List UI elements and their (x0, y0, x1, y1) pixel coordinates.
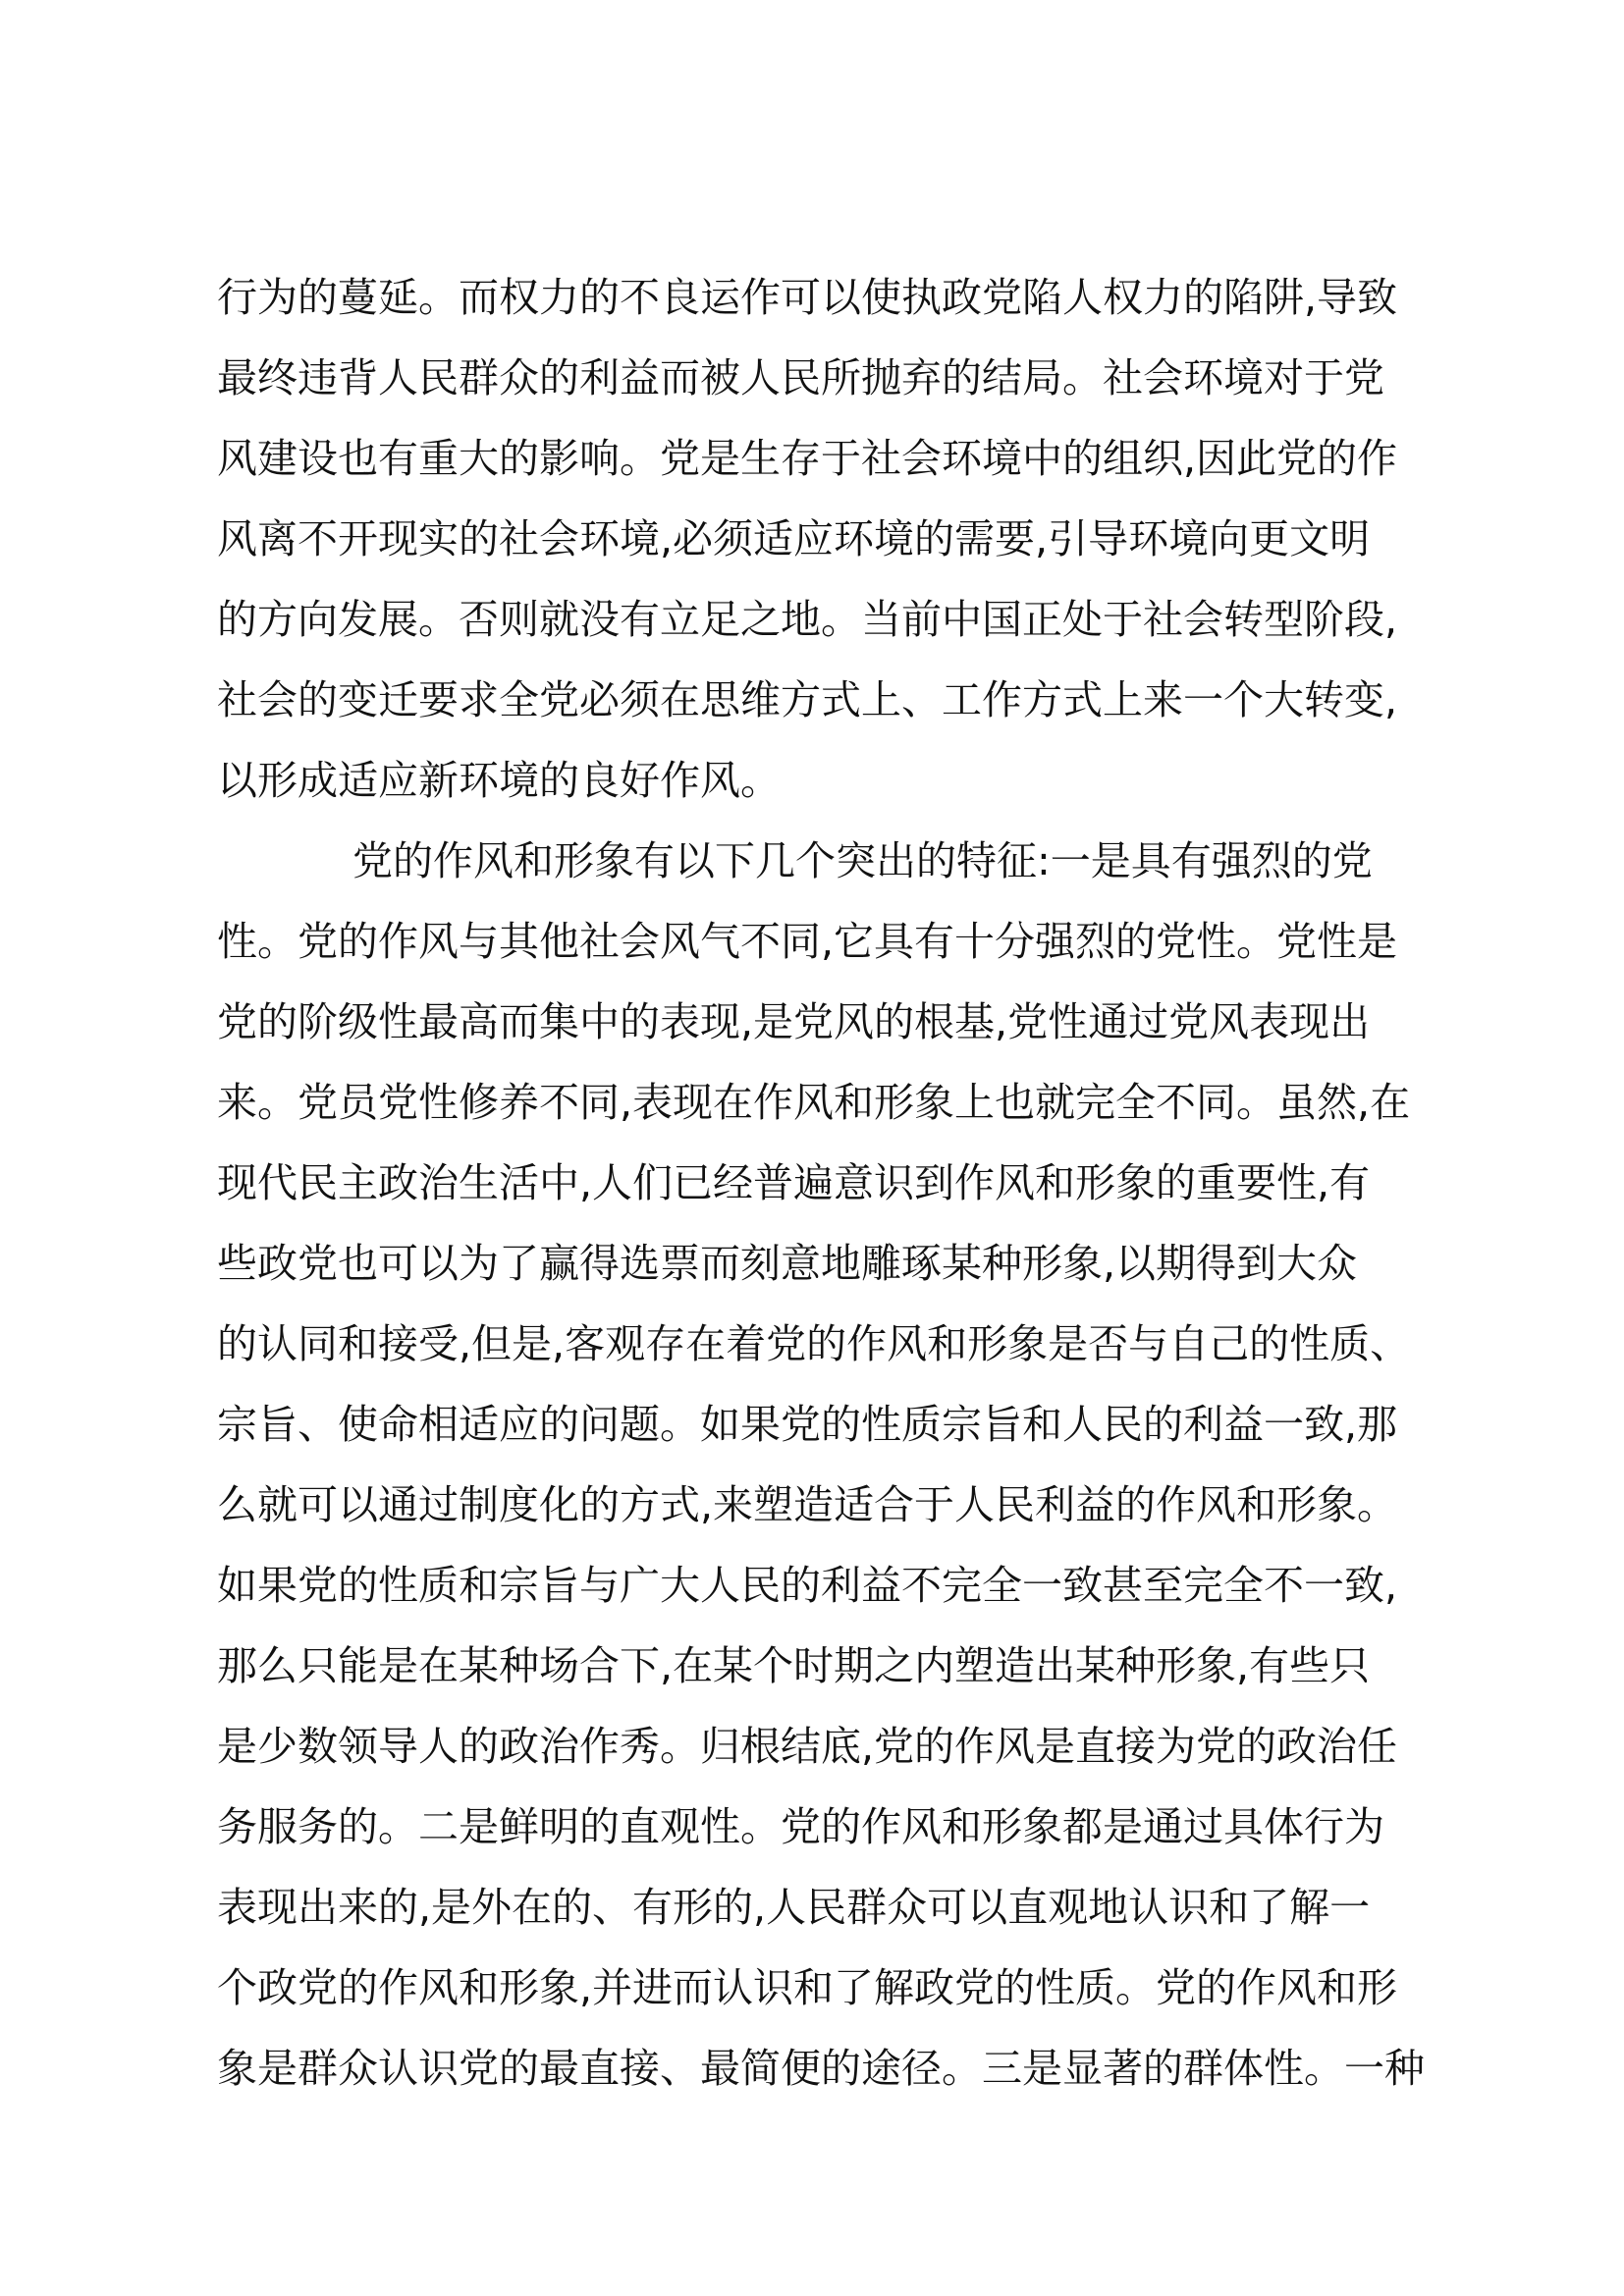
text-line: 以形成适应新环境的良好作风。 (217, 757, 781, 804)
text-line: 些政党也可以为了赢得选票而刻意地雕琢某种形象,以期得到大众 (217, 1240, 1358, 1287)
text-line: 社会的变迁要求全党必须在思维方式上、工作方式上来一个大转变, (217, 676, 1398, 723)
text-line: 宗旨、使命相适应的问题。如果党的性质宗旨和人民的利益一致,那 (217, 1401, 1398, 1448)
body-text (217, 257, 1435, 2189)
text-line: 风建设也有重大的影响。党是生存于社会环境中的组织,因此党的作 (217, 435, 1398, 482)
text-line (217, 2109, 1435, 2189)
text-line: 风离不开现实的社会环境,必须适应环境的需要,引导环境向更文明 (217, 515, 1371, 562)
text-line: 如果党的性质和宗旨与广大人民的利益不完全一致甚至完全不一致, (217, 1562, 1398, 1609)
paragraph-2 (217, 821, 1435, 2189)
text-line: 现代民主政治生活中,人们已经普遍意识到作风和形象的重要性,有 (217, 1159, 1371, 1206)
text-line: 的方向发展。否则就没有立足之地。当前中国正处于社会转型阶段, (217, 596, 1398, 643)
text-line: 行为的蔓延。而权力的不良运作可以使执政党陷人权力的陷阱,导致 (217, 274, 1398, 321)
text-line-first-indented: 党的作风和形象有以下几个突出的特征:一是具有强烈的党 (352, 837, 1373, 884)
text-line: 最终违背人民群众的利益而被人民所抛弃的结局。社会环境对于党 (217, 354, 1384, 401)
text-line: 表现出来的,是外在的、有形的,人民群众可以直观地认识和了解一 (217, 1884, 1371, 1931)
text-line: 象是群众认识党的最直接、最简便的途径。三是显著的群体性。一种 (217, 2045, 1425, 2092)
text-line: 的认同和接受,但是,客观存在着党的作风和形象是否与自己的性质、 (217, 1320, 1411, 1367)
text-line: 那么只能是在某种场合下,在某个时期之内塑造出某种形象,有些只 (217, 1642, 1371, 1689)
text-line: 务服务的。二是鲜明的直观性。党的作风和形象都是通过具体行为 (217, 1803, 1384, 1850)
text-line: 是少数领导人的政治作秀。归根结底,党的作风是直接为党的政治任 (217, 1723, 1398, 1770)
text-line: 党的阶级性最高而集中的表现,是党风的根基,党性通过党风表现出 (217, 998, 1371, 1045)
text-line: 么就可以通过制度化的方式,来塑造适合于人民利益的作风和形象。 (217, 1481, 1398, 1528)
text-line: 性。党的作风与其他社会风气不同,它具有十分强烈的党性。党性是 (217, 918, 1398, 965)
text-line: 来。党员党性修养不同,表现在作风和形象上也就完全不同。虽然,在 (217, 1079, 1411, 1126)
text-line: 个政党的作风和形象,并进而认识和了解政党的性质。党的作风和形 (217, 1964, 1398, 2011)
paragraph-1 (217, 257, 1435, 821)
